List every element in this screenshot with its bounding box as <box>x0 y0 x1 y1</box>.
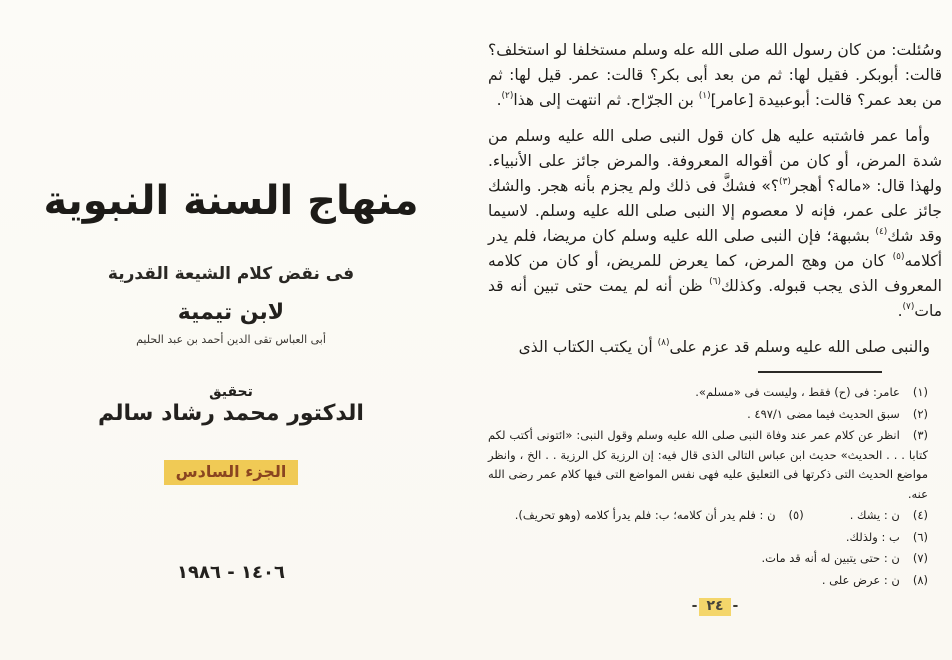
tahqiq-label: تحقيق <box>209 384 253 400</box>
paragraph-2: وأما عمر فاشتبه عليه هل كان قول النبى صلى الله عليه وسلم من شدة المرض، أو كان من أقواله المعروفة. والمرض جائز على الأنبياء. ولهذا قال: «ماله؟ أهجر$^{(٣)}$؟» فشكَّ فى ذلك ولم يجزم بأنه هجر. والشك جائز على عمر، فإنه لا معصوم إلا النبى صلى الله عليه وسلم. لاسيما وقد شك$^{(٤)}$ بشبهة؛ فإن النبى صلى الله عليه وسلم كان مريضا، فلم يدر أكلامه$^{(٥)}$ كان من وهج المرض، كما يعرض للمريض، أو كان من كلامه المعروف الذى يجب قبوله. وكذلك$^{(٦)}$ ظن أنه لم يمت حتى تبين أنه قد مات$^{(٧)}$. <box>488 127 942 320</box>
footnote-6 <box>488 528 942 548</box>
footnote-row-4-5 <box>488 506 942 526</box>
footnote-5 <box>515 506 804 526</box>
footnote-number: (٧) <box>912 551 928 565</box>
author-name: لابن تيمية <box>177 300 285 325</box>
footnotes <box>488 383 942 590</box>
footnote-ref: (٦) <box>709 277 722 287</box>
footnote-number: (٤) <box>912 508 928 522</box>
page-number-dash-right: - <box>732 598 739 614</box>
footnote-ref: (٥) <box>892 252 905 262</box>
footnote-4 <box>850 506 928 526</box>
footnote-text: ن : عرض على . <box>821 572 900 587</box>
editor-name: الدكتور محمد رشاد سالم <box>98 401 364 426</box>
footnote-separator <box>758 371 882 373</box>
footnote-text: ب : ولذلك. <box>845 529 900 544</box>
publication-year: ١٤٠٦ - ١٩٨٦ <box>177 562 285 583</box>
footnote-ref: (٨) <box>657 338 670 348</box>
footnote-number: (٥) <box>788 508 804 522</box>
footnote-text: عامر: فى (ح) فقط ، وليست فى «مسلم». <box>695 385 900 399</box>
main-text <box>488 38 942 592</box>
page-number <box>488 598 942 616</box>
page-number-dash-left: - <box>691 598 698 614</box>
footnote-text: ن : فلم يدر أن كلامه؛ ب: فلم يدرأ كلامه (وهو تحريف). <box>514 508 776 522</box>
paragraph-1: وسُئلت: من كان رسول الله صلى الله عله وسلم مستخلفا لو استخلف؟ قالت: أبوبكر. فقيل لها: ثم من بعد أبى بكر؟ قالت: عمر. قيل لها: ثم من بعد عمر؟ قالت: أبوعبيدة [عامر]$^{(١)}$ بن الجرّاح. ثم انتهت إلى هذا$^{(٢)}$. <box>488 41 942 109</box>
paragraph-3: والنبى صلى الله عليه وسلم قد عزم على$^{(٨)}$ أن يكتب الكتاب الذى <box>518 338 930 356</box>
footnote-number: (٣) <box>912 428 928 442</box>
book-subtitle: فى نقض كلام الشيعة القدرية <box>107 264 355 284</box>
footnote-text: ن : يشك . <box>849 508 900 522</box>
text-page <box>488 0 942 660</box>
footnote-ref: (٣) <box>779 177 791 187</box>
footnote-text: انظر عن كلام عمر عند وفاة النبى صلى الله عليه وسلم وقول النبى: «ائتونى أكتب لكم كتابا . . . الحديث» حديث ابن عباس التالى الذى قال فيه: إن الرزية كل الرزية . . الخ ، وانظر مواضع الحديث التى ذكرتها فى التعليق عليه فهى نفس المواضع التى فيها كلام عمر رضى الله عنه. <box>488 428 928 501</box>
footnote-number: (٦) <box>912 529 928 544</box>
volume-badge-wrap <box>0 460 462 485</box>
footnote-3 <box>488 426 942 504</box>
footnote-7 <box>488 549 942 569</box>
footnote-text: سبق الحديث فيما مضى ٤٩٧/١ . <box>747 406 900 421</box>
footnote-ref: (١) <box>698 91 711 101</box>
footnote-2 <box>488 405 942 425</box>
title-page <box>0 0 462 660</box>
footnote-ref: (٤) <box>875 227 888 237</box>
footnote-ref: (٧) <box>902 302 915 312</box>
footnote-number: (٢) <box>912 406 928 421</box>
book-title: منهاج السنة النبوية <box>43 178 419 224</box>
footnote-number: (١) <box>912 385 928 399</box>
page-number-badge: ٢٤ <box>699 598 730 616</box>
footnote-ref: (٢) <box>501 91 514 101</box>
footnote-text: ن : حتى يتبين له أنه قد مات. <box>761 551 900 565</box>
volume-badge: الجزء السادس <box>164 460 299 485</box>
footnote-8 <box>488 571 942 591</box>
footnote-number: (٨) <box>912 572 928 587</box>
footnote-1 <box>488 383 942 403</box>
author-full-name: أبى العباس تقى الدين أحمد بن عبد الحليم <box>136 333 326 346</box>
